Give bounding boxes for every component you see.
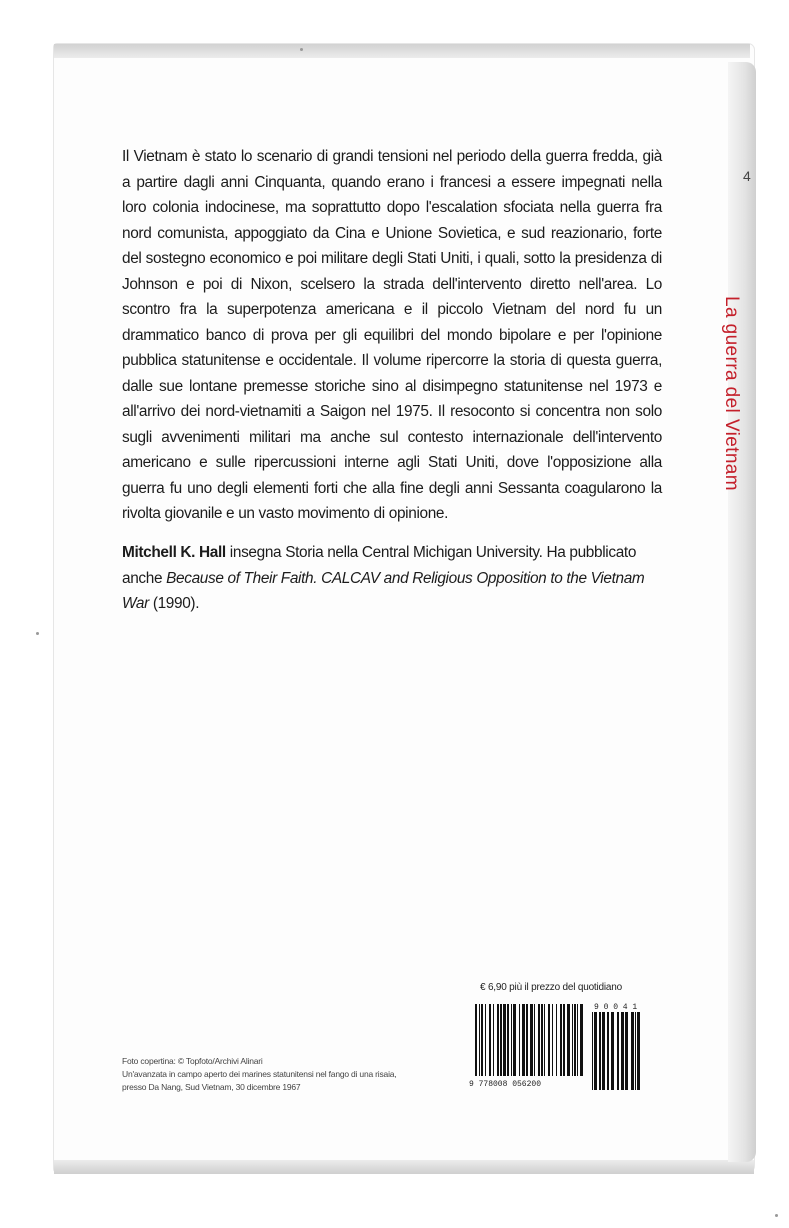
- author-bio: [122, 540, 662, 617]
- credits-line-2: Un'avanzata in campo aperto dei marines statunitensi nel fango di una risaia,: [122, 1069, 397, 1079]
- speck: [300, 48, 303, 51]
- cover-bottom-edge: [54, 1160, 754, 1174]
- barcode-digits: 9 778008 056200: [469, 1080, 542, 1089]
- speck: [775, 1214, 778, 1217]
- spine-mark: 4: [743, 168, 751, 184]
- author-bio-text: insegna Storia nella Central Michigan University. Ha pubblicato anche: [122, 544, 637, 587]
- author-name: Mitchell K. Hall: [122, 544, 226, 561]
- credits-line-1: Foto copertina: © Topfoto/Archivi Alinari: [122, 1056, 263, 1066]
- photo-credits: [122, 1055, 422, 1094]
- book-title: Because of Their Faith. CALCAV and Religious Opposition to the Vietnam War: [122, 569, 645, 612]
- blurb-paragraph: Il Vietnam è stato lo scenario di grandi tensioni nel periodo della guerra fredda, già a partire dagli anni Cinquanta, quando erano i francesi a essere impegnati nella loro colonia indocinese, ma soprattutto dopo l'escalation sfociata nella guerra fra nord comunista, appoggiato da Cina e Unione Sovietica, e sud reazionario, forte del sostegno economico e poi militare degli Stati Uniti, i quali, sotto la presidenza di Johnson e poi di Nixon, scelsero la strada dell'intervento diretto nell'area. Lo scontro fra la superpotenza americana e il piccolo Vietnam del nord fu un drammatico banco di prova per gli equilibri del mondo bipolare e per l'opinione pubblica statunitense e occidentale. Il volume ripercorre la storia di questa guerra, dalle sue lontane premesse storiche sino al disimpegno statunitense nel 1973 e all'arrivo dei nord-vietnamiti a Saigon nel 1975. Il resoconto si concentra non solo sugli avvenimenti militari ma anche sul contesto internazionale dell'intervento americano e sulle ripercussioni interne agli Stati Uniti, dove l'opposizione alla guerra fu uno degli elementi forti che alla fine degli anni Sessanta coagularono la rivolta giovanile e un vasto movimento di opinione.: [122, 148, 662, 522]
- cover-top-edge: [54, 44, 750, 58]
- speck: [36, 632, 39, 635]
- barcode-addon-digits: 9 0 0 4 1: [594, 1003, 638, 1012]
- book-spine: [728, 62, 756, 1162]
- barcode-bars: [475, 1004, 583, 1076]
- spine-title: La guerra del Vietnam: [721, 296, 742, 492]
- book-year: (1990).: [148, 595, 200, 612]
- credits-line-3: presso Da Nang, Sud Vietnam, 30 dicembre 1967: [122, 1082, 301, 1092]
- barcode-addon: [588, 1000, 648, 1090]
- price-label: € 6,90 più il prezzo del quotidiano: [480, 982, 622, 993]
- barcode-addon-bars: [592, 1012, 640, 1090]
